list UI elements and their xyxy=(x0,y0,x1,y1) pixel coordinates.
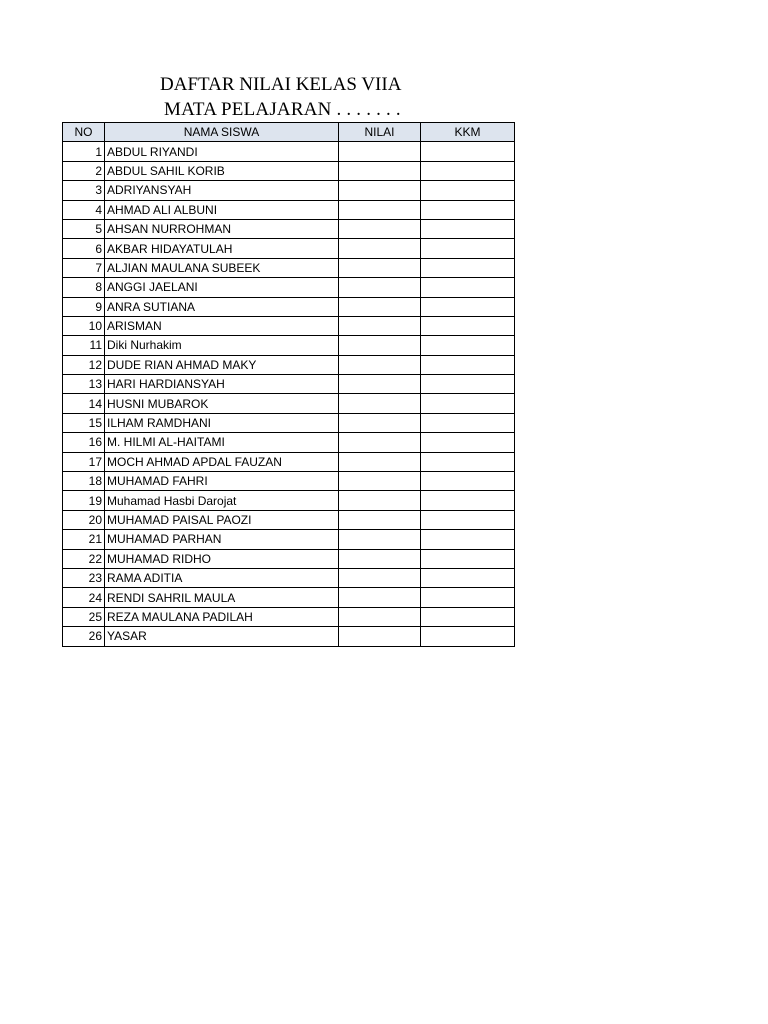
row-number: 22 xyxy=(63,549,105,568)
student-name: MUHAMAD RIDHO xyxy=(105,549,339,568)
row-number: 6 xyxy=(63,239,105,258)
score-cell[interactable] xyxy=(339,394,421,413)
table-row xyxy=(63,588,515,607)
kkm-cell[interactable] xyxy=(421,568,515,587)
grades-table xyxy=(62,122,515,647)
student-name: HUSNI MUBAROK xyxy=(105,394,339,413)
kkm-cell[interactable] xyxy=(421,588,515,607)
table-row xyxy=(63,316,515,335)
score-cell[interactable] xyxy=(339,200,421,219)
score-cell[interactable] xyxy=(339,568,421,587)
row-number: 3 xyxy=(63,181,105,200)
table-header-row xyxy=(63,123,515,142)
table-row xyxy=(63,239,515,258)
score-cell[interactable] xyxy=(339,607,421,626)
student-name: MUHAMAD PARHAN xyxy=(105,530,339,549)
table-row xyxy=(63,355,515,374)
row-number: 18 xyxy=(63,472,105,491)
header-name: NAMA SISWA xyxy=(105,123,339,142)
header-kkm: KKM xyxy=(421,123,515,142)
table-row xyxy=(63,181,515,200)
student-name: HARI HARDIANSYAH xyxy=(105,375,339,394)
kkm-cell[interactable] xyxy=(421,200,515,219)
kkm-cell[interactable] xyxy=(421,278,515,297)
score-cell[interactable] xyxy=(339,278,421,297)
student-name: RENDI SAHRIL MAULA xyxy=(105,588,339,607)
kkm-cell[interactable] xyxy=(421,297,515,316)
student-name: M. HILMI AL-HAITAMI xyxy=(105,433,339,452)
kkm-cell[interactable] xyxy=(421,375,515,394)
score-cell[interactable] xyxy=(339,239,421,258)
row-number: 23 xyxy=(63,568,105,587)
table-row xyxy=(63,472,515,491)
score-cell[interactable] xyxy=(339,355,421,374)
row-number: 2 xyxy=(63,161,105,180)
student-name: AHMAD ALI ALBUNI xyxy=(105,200,339,219)
page-title: DAFTAR NILAI KELAS VIIA xyxy=(160,74,402,95)
row-number: 7 xyxy=(63,258,105,277)
row-number: 4 xyxy=(63,200,105,219)
score-cell[interactable] xyxy=(339,375,421,394)
row-number: 9 xyxy=(63,297,105,316)
row-number: 16 xyxy=(63,433,105,452)
table-row xyxy=(63,413,515,432)
student-name: MOCH AHMAD APDAL FAUZAN xyxy=(105,452,339,471)
kkm-cell[interactable] xyxy=(421,607,515,626)
score-cell[interactable] xyxy=(339,413,421,432)
score-cell[interactable] xyxy=(339,549,421,568)
header-no: NO xyxy=(63,123,105,142)
student-name: ANRA SUTIANA xyxy=(105,297,339,316)
score-cell[interactable] xyxy=(339,161,421,180)
kkm-cell[interactable] xyxy=(421,219,515,238)
score-cell[interactable] xyxy=(339,452,421,471)
row-number: 14 xyxy=(63,394,105,413)
kkm-cell[interactable] xyxy=(421,510,515,529)
score-cell[interactable] xyxy=(339,142,421,161)
score-cell[interactable] xyxy=(339,219,421,238)
student-name: ARISMAN xyxy=(105,316,339,335)
table-row xyxy=(63,433,515,452)
score-cell[interactable] xyxy=(339,316,421,335)
row-number: 21 xyxy=(63,530,105,549)
student-name: YASAR xyxy=(105,627,339,646)
header-score: NILAI xyxy=(339,123,421,142)
kkm-cell[interactable] xyxy=(421,258,515,277)
table-row xyxy=(63,627,515,646)
kkm-cell[interactable] xyxy=(421,161,515,180)
table-row xyxy=(63,607,515,626)
table-row xyxy=(63,219,515,238)
student-name: AHSAN NURROHMAN xyxy=(105,219,339,238)
student-name: ADRIYANSYAH xyxy=(105,181,339,200)
row-number: 12 xyxy=(63,355,105,374)
row-number: 19 xyxy=(63,491,105,510)
kkm-cell[interactable] xyxy=(421,394,515,413)
score-cell[interactable] xyxy=(339,297,421,316)
student-name: AKBAR HIDAYATULAH xyxy=(105,239,339,258)
kkm-cell[interactable] xyxy=(421,452,515,471)
table-row xyxy=(63,336,515,355)
row-number: 17 xyxy=(63,452,105,471)
kkm-cell[interactable] xyxy=(421,181,515,200)
table-row xyxy=(63,549,515,568)
kkm-cell[interactable] xyxy=(421,316,515,335)
row-number: 8 xyxy=(63,278,105,297)
table-row xyxy=(63,200,515,219)
page-subtitle: MATA PELAJARAN . . . . . . . xyxy=(164,99,401,120)
student-name: REZA MAULANA PADILAH xyxy=(105,607,339,626)
row-number: 11 xyxy=(63,336,105,355)
score-cell[interactable] xyxy=(339,510,421,529)
student-name: ANGGI JAELANI xyxy=(105,278,339,297)
table-row xyxy=(63,510,515,529)
kkm-cell[interactable] xyxy=(421,239,515,258)
score-cell[interactable] xyxy=(339,433,421,452)
row-number: 24 xyxy=(63,588,105,607)
kkm-cell[interactable] xyxy=(421,336,515,355)
score-cell[interactable] xyxy=(339,491,421,510)
score-cell[interactable] xyxy=(339,588,421,607)
student-name: Diki Nurhakim xyxy=(105,336,339,355)
table-row xyxy=(63,297,515,316)
student-name: Muhamad Hasbi Darojat xyxy=(105,491,339,510)
kkm-cell[interactable] xyxy=(421,549,515,568)
score-cell[interactable] xyxy=(339,336,421,355)
student-name: DUDE RIAN AHMAD MAKY xyxy=(105,355,339,374)
kkm-cell[interactable] xyxy=(421,433,515,452)
row-number: 5 xyxy=(63,219,105,238)
score-cell[interactable] xyxy=(339,181,421,200)
kkm-cell[interactable] xyxy=(421,627,515,646)
table-row xyxy=(63,394,515,413)
row-number: 13 xyxy=(63,375,105,394)
kkm-cell[interactable] xyxy=(421,355,515,374)
row-number: 20 xyxy=(63,510,105,529)
score-cell[interactable] xyxy=(339,530,421,549)
row-number: 25 xyxy=(63,607,105,626)
table-row xyxy=(63,452,515,471)
kkm-cell[interactable] xyxy=(421,491,515,510)
table-row xyxy=(63,161,515,180)
table-row xyxy=(63,491,515,510)
table-row xyxy=(63,258,515,277)
table-row xyxy=(63,278,515,297)
kkm-cell[interactable] xyxy=(421,413,515,432)
student-name: ILHAM RAMDHANI xyxy=(105,413,339,432)
kkm-cell[interactable] xyxy=(421,142,515,161)
student-name: ABDUL RIYANDI xyxy=(105,142,339,161)
kkm-cell[interactable] xyxy=(421,472,515,491)
student-name: ALJIAN MAULANA SUBEEK xyxy=(105,258,339,277)
score-cell[interactable] xyxy=(339,627,421,646)
student-name: RAMA ADITIA xyxy=(105,568,339,587)
table-row xyxy=(63,568,515,587)
student-name: MUHAMAD PAISAL PAOZI xyxy=(105,510,339,529)
row-number: 1 xyxy=(63,142,105,161)
kkm-cell[interactable] xyxy=(421,530,515,549)
score-cell[interactable] xyxy=(339,258,421,277)
student-name: ABDUL SAHIL KORIB xyxy=(105,161,339,180)
table-row xyxy=(63,142,515,161)
table-row xyxy=(63,375,515,394)
row-number: 26 xyxy=(63,627,105,646)
score-cell[interactable] xyxy=(339,472,421,491)
student-name: MUHAMAD FAHRI xyxy=(105,472,339,491)
table-body xyxy=(63,142,515,646)
row-number: 10 xyxy=(63,316,105,335)
row-number: 15 xyxy=(63,413,105,432)
table-row xyxy=(63,530,515,549)
